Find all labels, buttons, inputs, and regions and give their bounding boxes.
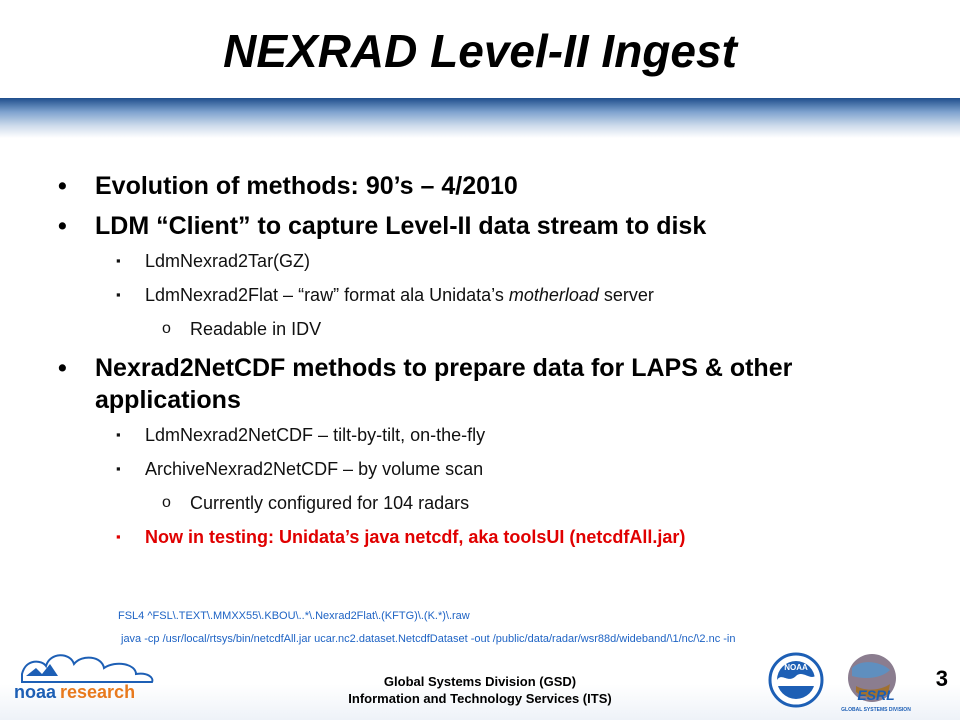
- sub-sub-bullet-text: Readable in IDV: [190, 319, 322, 339]
- sub-bullet-text: Now in testing: Unidata’s java netcdf, aka toolsUI (netcdfAll.jar): [145, 527, 686, 547]
- sub-bullet-testing: [0, 526, 960, 548]
- circle-bullet-marker: o: [162, 320, 171, 337]
- esrl-wordmark: ESRL: [857, 687, 895, 703]
- square-bullet-marker: ▪: [116, 529, 121, 544]
- bullet-marker: •: [58, 354, 67, 382]
- bullet-nexrad2netcdf: [0, 352, 960, 416]
- square-bullet-marker: ▪: [116, 427, 121, 442]
- noaa-research-logo: [12, 646, 162, 709]
- sub-bullet-text-end: server: [598, 285, 654, 305]
- code-command-line: java -cp /usr/local/rtsys/bin/netcdfAll.jar ucar.nc2.dataset.NetcdfDataset -out /public/data/radar/wsr88d/wideband/\1/nc/\2.nc -in: [121, 633, 736, 645]
- sub-bullet-flat: [0, 284, 960, 306]
- bullet-text: LDM “Client” to capture Level-II data stream to disk: [95, 212, 707, 240]
- square-bullet-marker: ▪: [116, 461, 121, 476]
- footer-line-its: Information and Technology Services (ITS): [348, 691, 612, 706]
- footer-line-gsd: Global Systems Division (GSD): [383, 674, 577, 689]
- sub-bullet-tar: [0, 250, 960, 272]
- esrl-logo: [832, 648, 918, 719]
- bullet-evolution: [0, 170, 960, 202]
- bullet-text: Nexrad2NetCDF methods to prepare data for LAPS & other applications: [95, 354, 793, 414]
- sub-bullet-emphasis: motherload: [508, 285, 599, 305]
- footer-division: [290, 673, 670, 707]
- noaa-wordmark: noaa: [14, 682, 57, 702]
- bullet-marker: •: [58, 172, 67, 200]
- code-pattern-line: FSL4 ^FSL\.TEXT\.MMXX55\.KBOU\..*\.Nexrad2Flat\.(KFTG)\.(K.*)\.raw: [118, 610, 470, 622]
- esrl-subtitle: GLOBAL SYSTEMS DIVISION: [841, 707, 911, 713]
- sub-bullet-text: LdmNexrad2Flat – “raw” format ala Unidata’s: [145, 285, 509, 305]
- sub-sub-bullet-radars: [0, 492, 960, 514]
- research-wordmark: research: [60, 682, 136, 702]
- noaa-seal-label: NOAA: [784, 663, 808, 672]
- noaa-seal-logo: [768, 650, 824, 715]
- square-bullet-marker: ▪: [116, 253, 121, 268]
- sub-sub-bullet-idv: [0, 318, 960, 340]
- circle-bullet-marker: o: [162, 494, 171, 511]
- bullet-text: Evolution of methods: 90’s – 4/2010: [95, 172, 518, 200]
- sub-bullet-text: LdmNexrad2Tar(GZ): [145, 251, 311, 271]
- square-bullet-marker: ▪: [116, 287, 121, 302]
- page-number: 3: [935, 666, 948, 691]
- bullet-ldm-client: [0, 210, 960, 242]
- slide-title: NEXRAD Level-II Ingest: [223, 25, 737, 77]
- sub-bullet-ldm-netcdf: [0, 424, 960, 446]
- sub-bullet-archive-netcdf: [0, 458, 960, 480]
- sub-sub-bullet-text: Currently configured for 104 radars: [190, 493, 470, 513]
- sub-bullet-text: LdmNexrad2NetCDF – tilt-by-tilt, on-the-fly: [145, 425, 486, 445]
- sub-bullet-text: ArchiveNexrad2NetCDF – by volume scan: [145, 459, 484, 479]
- title-gradient-band: [0, 98, 960, 138]
- bullet-marker: •: [58, 212, 67, 240]
- slide-content: [0, 170, 960, 560]
